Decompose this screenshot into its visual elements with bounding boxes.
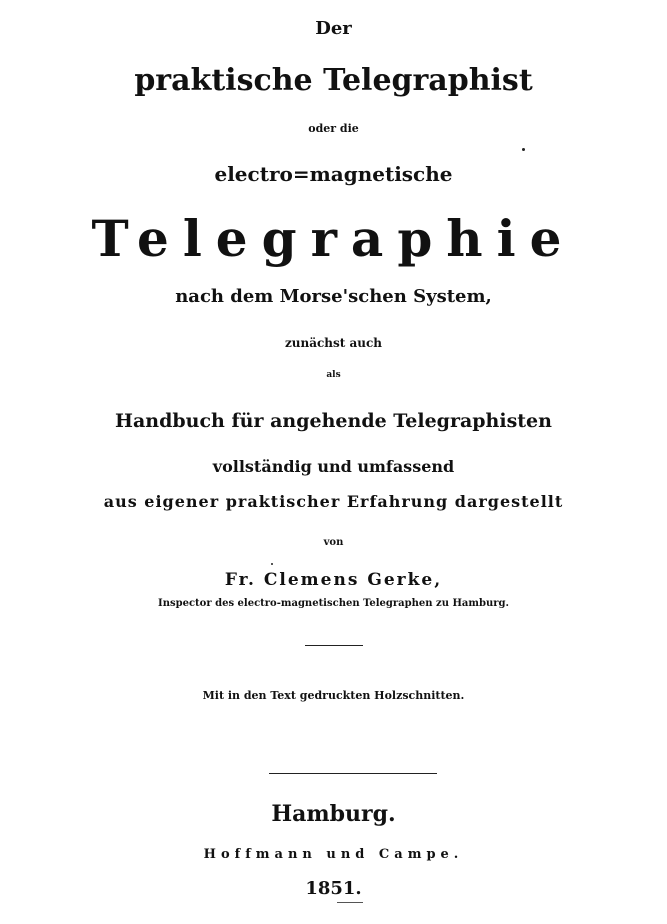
handbuch-line: Handbuch für angehende Telegraphisten — [115, 410, 552, 432]
author-name: Fr. Clemens Gerke, — [224, 570, 443, 590]
vollstaendig-line: vollständig und umfassend — [212, 457, 455, 476]
von-line: von — [323, 537, 344, 548]
morse-system-line: nach dem Morse'schen System, — [175, 286, 492, 307]
long-divider — [269, 773, 437, 774]
telegraphie-heading: Telegraphie — [91, 209, 576, 268]
woodcuts-note: Mit in den Text gedruckten Holzschnitten. — [202, 689, 465, 702]
ink-speck — [522, 148, 525, 151]
imprint-publisher: Hoffmann und Campe. — [203, 847, 464, 862]
imprint-year: 1851. — [305, 878, 362, 899]
article-der: Der — [315, 18, 352, 39]
zunaechst-line: zunächst auch — [284, 336, 383, 350]
main-title: praktische Telegraphist — [134, 63, 533, 98]
oder-die-line: oder die — [308, 122, 359, 135]
author-title: Inspector des electro-magnetischen Telegraphen zu Hamburg. — [158, 598, 509, 609]
ink-mark — [337, 902, 363, 903]
ink-speck — [271, 563, 273, 565]
imprint-city: Hamburg. — [271, 801, 396, 827]
erfahrung-line: aus eigener praktischer Erfahrung dargestellt — [103, 492, 564, 511]
als-line: als — [326, 370, 341, 380]
electro-magnetische-line: electro=magnetische — [214, 162, 453, 186]
short-divider — [305, 645, 363, 646]
